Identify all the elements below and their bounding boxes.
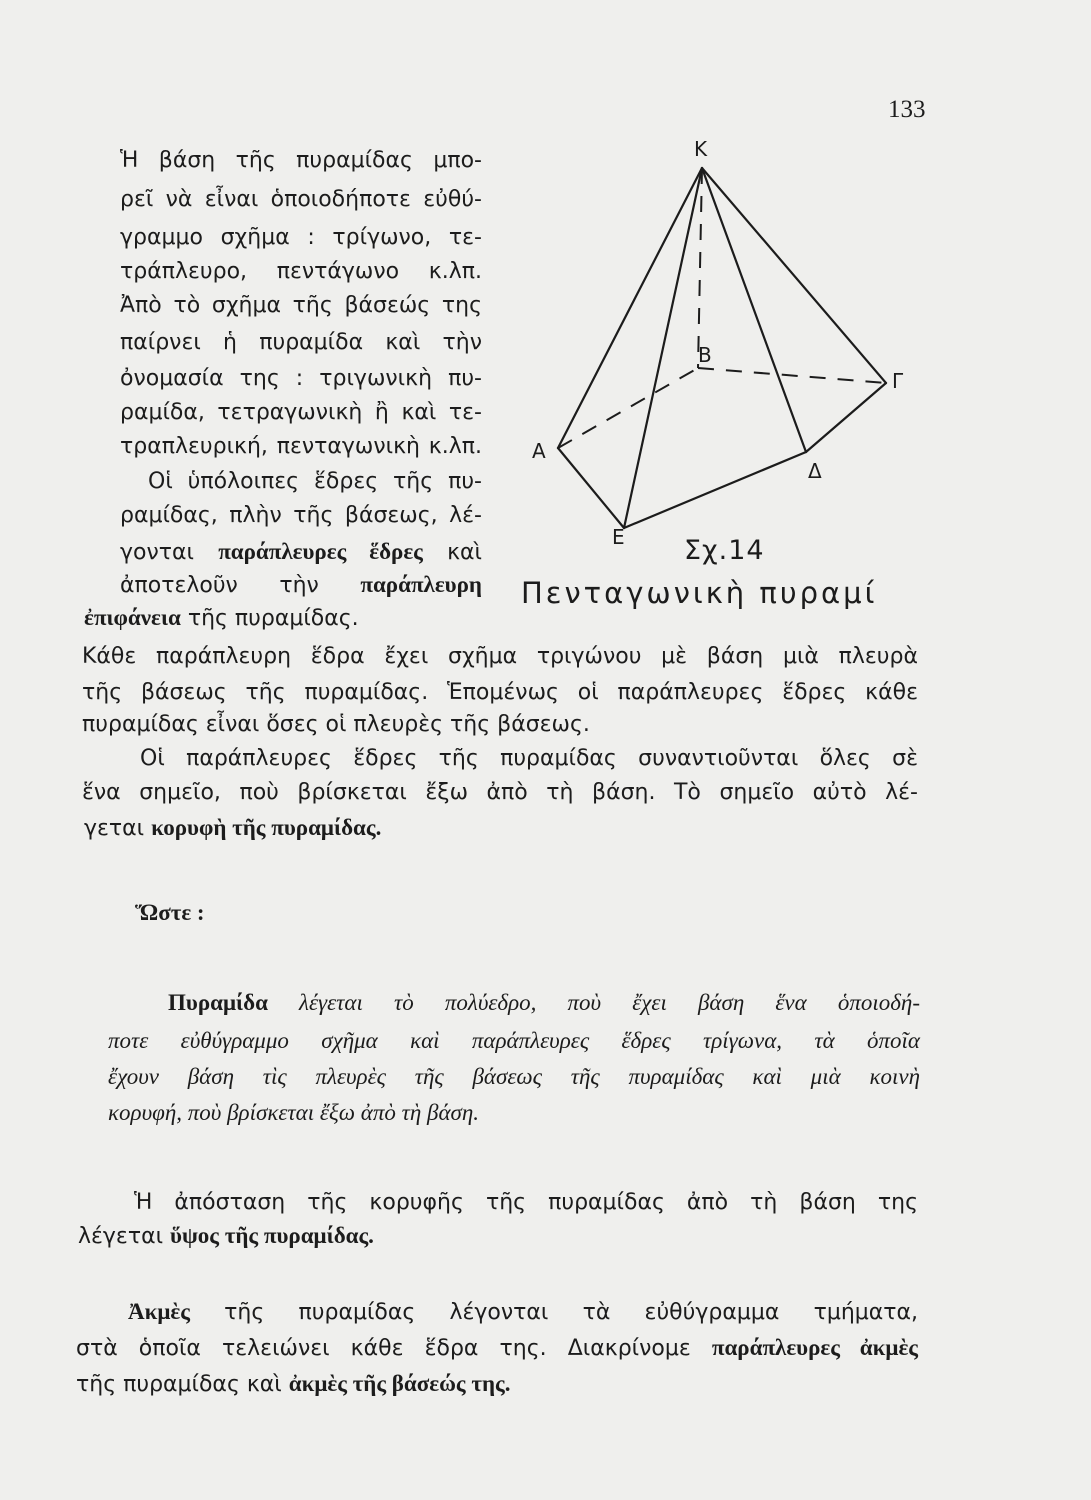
text-line: λέγεται ὕψος τῆς πυραμίδας. [78, 1223, 374, 1249]
hidden-edge-kb [698, 168, 702, 368]
edge-ed [624, 452, 806, 528]
text-line: ρεῖ νὰ εἶναι ὁποιοδήποτε εὐθύ- [120, 187, 482, 212]
definition-line: κορυφή, ποὺ βρίσκεται ἔξω ἀπὸ τὴ βάση. [108, 1100, 480, 1125]
term-lateral-edges: παράπλευρες ἀκμὲς [711, 1335, 918, 1360]
text-line: Ἀπὸ τὸ σχῆμα τῆς βάσεώς της [120, 293, 482, 318]
term-base-edges: ἀκμὲς τῆς βάσεώς της. [288, 1371, 511, 1396]
text-line: ραμίδα, τετραγωνικὴ ἢ καὶ τε- [120, 400, 482, 425]
label-g: Γ [892, 369, 904, 393]
conclusion-heading: Ὥστε : [135, 900, 205, 925]
definition-line: ἔχουν βάση τὶς πλευρὲς τῆς βάσεως τῆς πυραμίδας καὶ μιὰ κοινὴ [108, 1064, 920, 1089]
text-line: ἕνα σημεῖο, ποὺ βρίσκεται ἔξω ἀπὸ τὴ βάση. Τὸ σημεῖο αὐτὸ λέ- [82, 780, 918, 805]
text-line: ὀνομασία της : τριγωνικὴ πυ- [120, 366, 482, 391]
term-lateral-faces: παράπλευρες ἕδρες [218, 539, 423, 564]
term-edges: Ἀκμὲς [128, 1299, 190, 1324]
text-line: Οἱ ὑπόλοιπες ἕδρες τῆς πυ- [148, 469, 482, 494]
text-line: στὰ ὁποῖα τελειώνει κάθε ἕδρα της. Διακρίνομε παράπλευρες ἀκμὲς [76, 1335, 918, 1361]
label-d: Δ [808, 459, 822, 483]
edge-ae [558, 448, 624, 528]
text-line: γεται κορυφὴ τῆς πυραμίδας. [84, 815, 382, 841]
text-line: Κάθε παράπλευρη ἕδρα ἔχει σχῆμα τριγώνου μὲ βάση μιὰ πλευρὰ [82, 644, 918, 669]
edge-kg [702, 168, 886, 383]
edge-ke [624, 168, 702, 528]
figure-title: Πενταγωνικὴ πυραμί [521, 576, 878, 610]
label-b: Β [698, 343, 712, 367]
term-pyramid: Πυραμίδα [168, 990, 268, 1015]
label-a: Α [532, 439, 546, 463]
hidden-edge-bg [698, 368, 886, 383]
page-number: 133 [888, 96, 926, 123]
text-line: πυραμίδας εἶναι ὅσες οἱ πλευρὲς τῆς βάσεως. [82, 712, 590, 737]
edge-kd [702, 168, 806, 452]
text-line: ἀποτελοῦν τὴν παράπλευρη [120, 572, 482, 598]
figure-caption: Σχ.14 [684, 535, 765, 566]
term-surface: ἐπιφάνεια [84, 605, 181, 630]
edge-ka [558, 168, 702, 448]
text-line: ραμίδας, πλὴν τῆς βάσεως, λέ- [120, 503, 482, 528]
text-line: Ἡ βάση τῆς πυραμίδας μπο- [120, 148, 482, 173]
text-line: γονται παράπλευρες ἕδρες καὶ [120, 539, 482, 565]
text-line: τῆς πυραμίδας καὶ ἀκμὲς τῆς βάσεώς της. [76, 1371, 511, 1397]
text-line: Οἱ παράπλευρες ἕδρες τῆς πυραμίδας συναντιοῦνται ὅλες σὲ [140, 746, 918, 771]
text-line: ἐπιφάνεια τῆς πυραμίδας. [84, 605, 359, 631]
term-apex: κορυφὴ τῆς πυραμίδας. [151, 815, 382, 840]
text-line: παίρνει ἡ πυραμίδα καὶ τὴν [120, 330, 482, 355]
label-k: Κ [694, 137, 708, 161]
text-line: τραπλευρική, πενταγωνικὴ κ.λπ. [120, 434, 482, 459]
edge-dg [806, 383, 886, 452]
text-line: Ἀκμὲς τῆς πυραμίδας λέγονται τὰ εὐθύγραμμα τμήματα, [128, 1299, 918, 1325]
definition-line: ποτε εὐθύγραμμο σχῆμα καὶ παράπλευρες ἕδρες τρίγωνα, τὰ ὁποῖα [108, 1028, 920, 1053]
term-lateral: παράπλευρη [360, 572, 482, 597]
text-line: τῆς βάσεως τῆς πυραμίδας. Ἑπομένως οἱ παράπλευρες ἕδρες κάθε [82, 680, 918, 705]
text-line: τράπλευρο, πεντάγωνο κ.λπ. [120, 259, 482, 284]
definition-line: Πυραμίδα λέγεται τὸ πολύεδρο, ποὺ ἔχει βάση ἕνα ὁποιοδή- [168, 990, 920, 1015]
text-line: Ἡ ἀπόσταση τῆς κορυφῆς τῆς πυραμίδας ἀπὸ τὴ βάση της [134, 1190, 918, 1215]
text-line: γραμμο σχῆμα : τρίγωνο, τε- [120, 225, 482, 250]
term-height: ὕψος τῆς πυραμίδας. [170, 1223, 374, 1248]
label-e: Ε [612, 525, 625, 549]
